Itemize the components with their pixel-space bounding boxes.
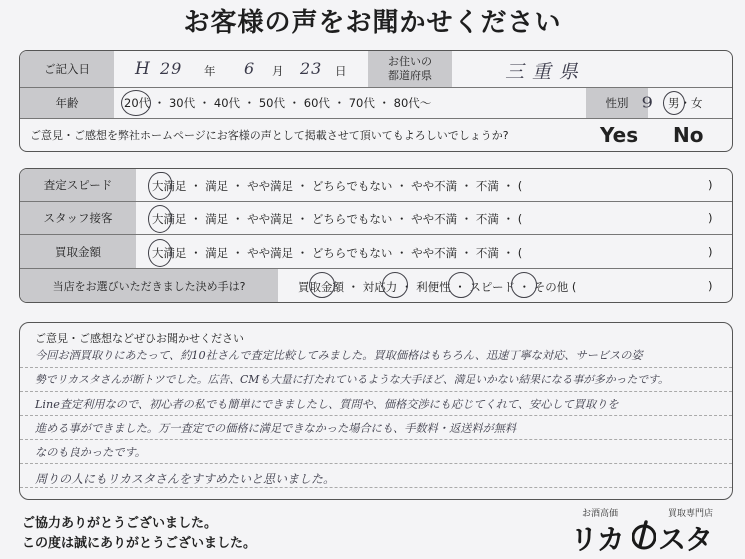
ruled-line	[20, 439, 732, 440]
date-era: H	[135, 59, 151, 79]
gender-options: 男・女	[668, 96, 703, 110]
consent-no: No	[673, 123, 704, 147]
consent-yes: Yes	[600, 123, 639, 147]
date-year: 29	[160, 59, 183, 78]
survey-label-staff: スタッフ接客	[20, 202, 136, 234]
comment-line: 勢でリカスタさんが断トツでした。広告、CMも大量に打たれているような大手ほど、満足いかない結果になる事が多かったです。	[35, 373, 669, 386]
deciding-options: 買取金額 ・ 対応力 ・ 利便性 ・ スピード ・ その他 (	[298, 280, 577, 294]
row-divider	[20, 118, 732, 119]
deciding-label: 当店をお選びいただきました決め手は?	[20, 269, 278, 302]
deciding-mark-price	[309, 272, 335, 298]
date-year-unit: 年	[204, 64, 216, 78]
deciding-mark-speed	[511, 272, 537, 298]
date-month: 6	[244, 59, 256, 78]
comment-heading: ご意見・ご感想などぜひお聞かせください	[35, 332, 244, 345]
consent-question: ご意見・ご感想を弊社ホームページにお客様の声として掲載させて頂いてもよろしいでしょうか?	[30, 129, 509, 142]
age-options: 20代 ・ 30代 ・ 40代 ・ 50代 ・ 60代 ・ 70代 ・ 80代～	[124, 96, 432, 110]
ruled-line	[20, 415, 732, 416]
survey-options-speed: 大満足 ・ 満足 ・ やや満足 ・ どちらでもない ・ やや不満 ・ 不満 ・ (	[152, 179, 523, 193]
gender-label: 性別	[586, 88, 648, 118]
survey-form	[19, 168, 733, 303]
survey-close-speed: )	[708, 178, 713, 192]
survey-options-staff: 大満足 ・ 満足 ・ やや満足 ・ どちらでもない ・ やや不満 ・ 不満 ・ (	[152, 212, 523, 226]
price-selected-mark	[148, 239, 172, 267]
prefecture-label	[368, 51, 452, 87]
brand-name-right: スタ	[658, 523, 713, 556]
age-selected-mark	[121, 90, 151, 116]
consent-mark: ⁹	[642, 93, 654, 123]
date-day-unit: 日	[335, 64, 347, 78]
date-month-unit: 月	[272, 64, 284, 78]
brand-sub-right: 買取専門店	[668, 509, 714, 519]
comment-line: 今回お酒買取りにあたって、約10社さんで査定比較してみました。買取価格はもちろん、迅速丁寧な対応、サービスの姿	[35, 349, 643, 362]
comment-box	[19, 322, 733, 500]
survey-label-speed: 査定スピード	[20, 169, 136, 201]
comment-line: 周りの人にもリカスタさんをすすめたいと思いました。	[35, 472, 336, 486]
date-day: 23	[300, 59, 323, 78]
ruled-line	[20, 367, 732, 368]
age-label: 年齢	[20, 88, 114, 118]
deciding-close: )	[708, 279, 713, 293]
survey-label-price: 買取金額	[20, 235, 136, 268]
comment-line: 進める事ができました。万一査定での価格に満足できなかった場合にも、手数料・返送料が無料	[35, 422, 517, 435]
brand-name-left: リカ	[570, 523, 624, 556]
brand-sub-left: お酒高価	[582, 509, 619, 519]
comment-line: なのも良かったです。	[35, 446, 146, 459]
deciding-mark-convenience	[448, 272, 474, 298]
date-label: ご記入日	[20, 51, 114, 87]
brand-bottle-icon	[632, 520, 656, 550]
survey-close-price: )	[708, 245, 713, 259]
gender-selected-mark	[663, 91, 685, 115]
prefecture-label-line1: お住いの	[388, 55, 432, 68]
thanks-line-1: ご協力ありがとうございました。	[22, 516, 218, 531]
prefecture-label-line2: 都道府県	[388, 69, 432, 82]
speed-selected-mark	[148, 172, 172, 200]
ruled-line	[20, 391, 732, 392]
staff-selected-mark	[148, 205, 172, 233]
survey-options-price: 大満足 ・ 満足 ・ やや満足 ・ どちらでもない ・ やや不満 ・ 不満 ・ (	[152, 246, 523, 260]
header-form	[19, 50, 733, 152]
ruled-line	[20, 487, 732, 488]
brand-logo	[570, 506, 730, 556]
page-title: お客様の声をお聞かせください	[183, 8, 562, 38]
prefecture-value: 三重県	[505, 61, 587, 83]
survey-close-staff: )	[708, 211, 713, 225]
thanks-line-2: この度は誠にありがとうございました。	[22, 536, 257, 551]
comment-line: Line査定利用なので、初心者の私でも簡単にできましたし、質問や、価格交渉にも応じてくれて、安心して買取りを	[35, 398, 619, 411]
ruled-line	[20, 463, 732, 464]
deciding-mark-service	[382, 272, 408, 298]
